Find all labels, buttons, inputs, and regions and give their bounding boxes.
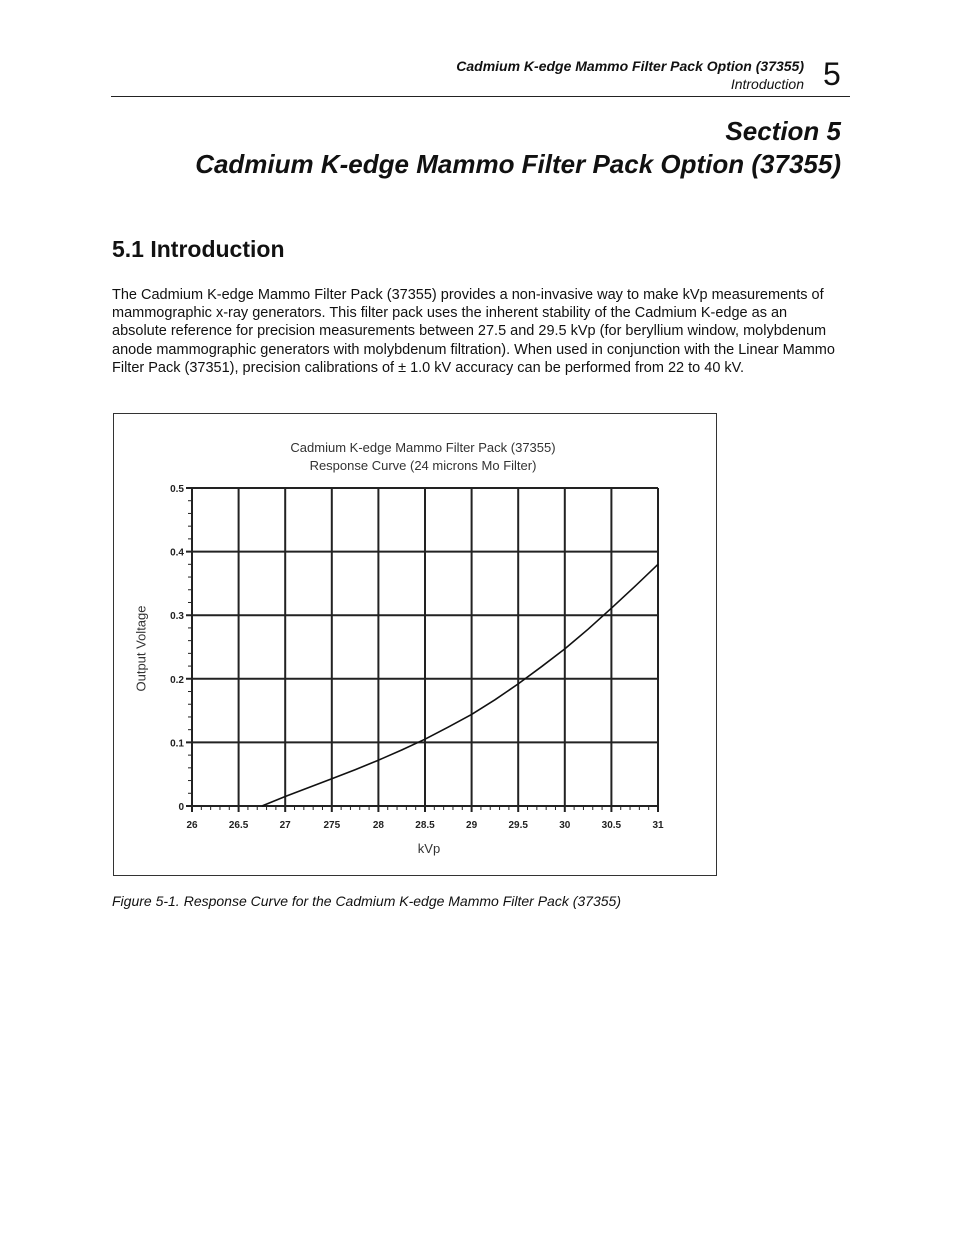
x-tick-label: 27 xyxy=(279,820,291,831)
y-tick-label: 0.5 xyxy=(170,484,184,495)
y-tick-label: 0.2 xyxy=(170,674,184,686)
figure-caption xyxy=(112,892,621,910)
y-axis-label-text: Output Voltage xyxy=(133,605,149,692)
section-heading xyxy=(195,115,841,181)
x-tick-label: 26 xyxy=(186,820,198,831)
chart-title-line2: Response Curve (24 microns Mo Filter) xyxy=(309,458,537,473)
chart-title-line1: Cadmium K-edge Mammo Filter Pack (37355) xyxy=(290,440,556,455)
running-head-title: Cadmium K-edge Mammo Filter Pack Option (37355) xyxy=(456,58,804,74)
figure-frame xyxy=(113,413,717,876)
subsection-heading: 5.1 Introduction xyxy=(112,236,285,262)
y-tick-label: 0.4 xyxy=(170,547,184,559)
x-tick-label: 29 xyxy=(466,820,478,831)
response-curve-chart xyxy=(114,414,718,877)
response-curve-line xyxy=(262,564,658,806)
x-tick-label: 28 xyxy=(372,820,384,831)
figure-caption-text: Response Curve for the Cadmium K-edge Mammo Filter Pack (37355) xyxy=(183,893,621,909)
x-tick-label: 26.5 xyxy=(228,820,249,831)
x-tick-label: 29.5 xyxy=(508,820,528,831)
y-tick-label: 0.3 xyxy=(170,611,184,623)
figure-caption-number: Figure 5-1. xyxy=(112,893,180,909)
body-paragraph: The Cadmium K-edge Mammo Filter Pack (37355) provides a non-invasive way to make kVp measurements of mammographic x-ray generators. This filter pack uses the inherent stability of the Cadmium K-edge as an absolute reference for precision measurements between 27.5 and 29.5 kVp (for beryllium window, molybdenum anode mammographic generators with molybdenum filtration). When used in conjunction with the Linear Mammo Filter Pack (37351), precision calibrations of ± 1.0 kV accuracy can be performed from 22 to 40 kV. xyxy=(112,287,835,376)
running-head-subtitle: Introduction xyxy=(730,76,804,92)
x-tick-label: 275 xyxy=(323,820,341,831)
section-heading-line1: Section 5 xyxy=(725,116,841,146)
page-number: 5 xyxy=(823,56,841,92)
x-axis-label: kVp xyxy=(417,841,441,856)
x-tick-label: 28.5 xyxy=(415,820,435,831)
y-tick-label: 0 xyxy=(178,802,184,813)
x-tick-label: 30.5 xyxy=(601,820,622,831)
x-tick-label: 30 xyxy=(559,820,571,831)
running-head xyxy=(456,57,804,93)
y-tick-label: 0.1 xyxy=(170,738,184,750)
header-rule xyxy=(111,96,850,97)
section-heading-line2: Cadmium K-edge Mammo Filter Pack Option (37355) xyxy=(195,149,841,179)
x-tick-label: 31 xyxy=(652,820,664,831)
